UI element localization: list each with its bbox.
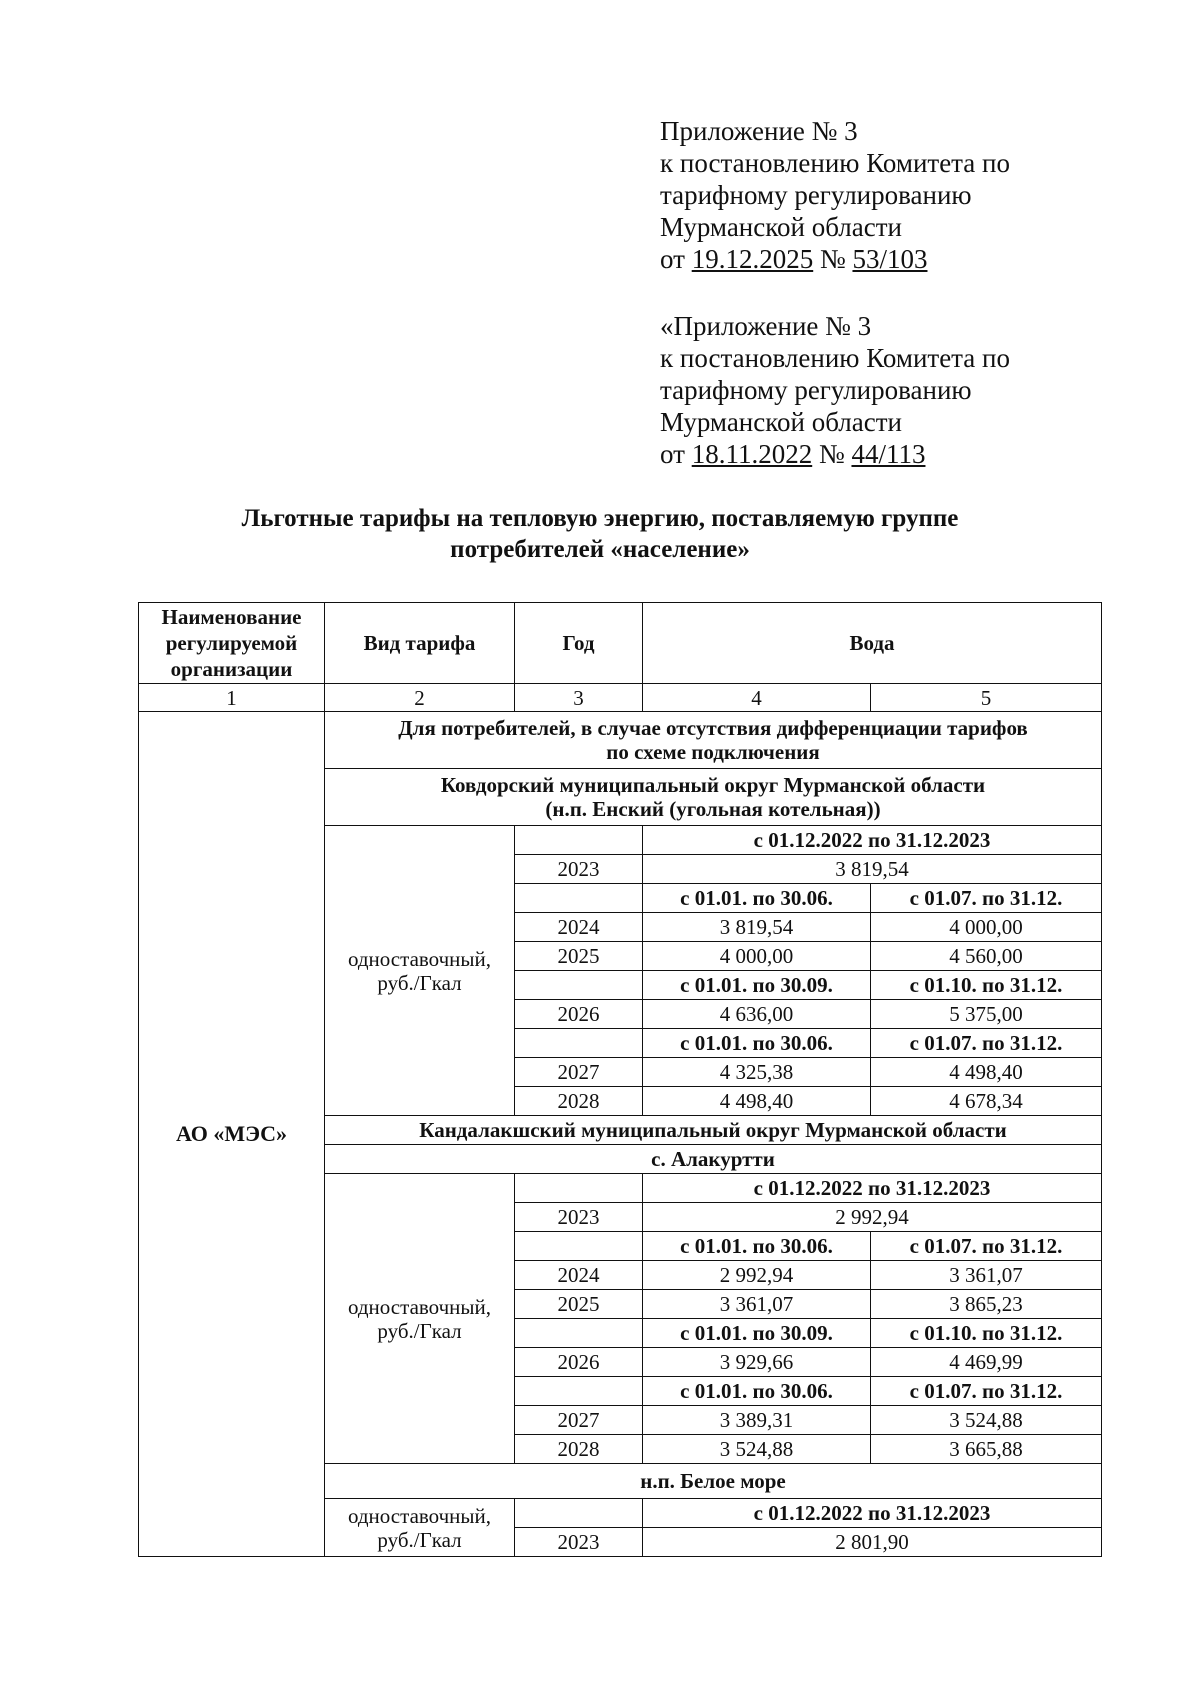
period-cell: с 01.01. по 30.06. [643,1377,871,1406]
resolution-number: 44/113 [851,439,926,469]
year-cell [515,1499,643,1528]
appendix-line: к постановлению Комитета по [660,343,1010,373]
table-row [139,712,1102,769]
period-cell: с 01.07. по 31.12. [871,1232,1102,1261]
year-cell [515,1232,643,1261]
value-cell: 5 375,00 [871,1000,1102,1029]
table-header-row [139,603,1102,684]
period-full: с 01.12.2022 по 31.12.2023 [643,826,1102,855]
appendix-date-line [660,438,1120,470]
value-cell: 3 389,31 [643,1406,871,1435]
resolution-date: 18.11.2022 [691,439,813,469]
tariff-type-cell: одноставочный, руб./Гкал [325,1499,515,1557]
value-cell: 2 992,94 [643,1261,871,1290]
year-cell: 2023 [515,1203,643,1232]
period-cell: с 01.10. по 31.12. [871,971,1102,1000]
value-cell: 4 325,38 [643,1058,871,1087]
year-cell: 2025 [515,1290,643,1319]
value-cell: 3 819,54 [643,855,1102,884]
number-prefix: № [813,244,853,274]
period-cell: с 01.01. по 30.09. [643,971,871,1000]
document-title [150,503,1050,565]
appendix-line: Мурманской области [660,212,902,242]
column-number: 5 [871,684,1102,712]
number-prefix: № [812,439,852,469]
value-cell: 4 636,00 [643,1000,871,1029]
value-cell: 4 498,40 [643,1087,871,1116]
period-full: с 01.12.2022 по 31.12.2023 [643,1174,1102,1203]
value-cell: 4 498,40 [871,1058,1102,1087]
year-cell [515,884,643,913]
year-cell: 2026 [515,1000,643,1029]
tariff-type-cell: одноставочный, руб./Гкал [325,1174,515,1464]
value-cell: 4 678,34 [871,1087,1102,1116]
year-cell: 2028 [515,1435,643,1464]
period-cell: с 01.07. по 31.12. [871,884,1102,913]
period-cell: с 01.07. по 31.12. [871,1377,1102,1406]
column-number: 3 [515,684,643,712]
value-cell: 2 801,90 [643,1528,1102,1557]
period-cell: с 01.07. по 31.12. [871,1029,1102,1058]
settlement-header-beloe-more: н.п. Белое море [325,1464,1102,1499]
year-cell: 2027 [515,1406,643,1435]
resolution-number: 53/103 [852,244,928,274]
year-cell: 2026 [515,1348,643,1377]
value-cell: 3 865,23 [871,1290,1102,1319]
column-number-row [139,684,1102,712]
appendix-line: «Приложение № 3 [660,311,872,341]
period-cell: с 01.01. по 30.06. [643,1029,871,1058]
year-cell: 2023 [515,855,643,884]
value-cell: 4 469,99 [871,1348,1102,1377]
title-line: потребителей «население» [450,536,750,563]
value-cell: 4 000,00 [871,913,1102,942]
header-tariff-type: Вид тарифа [325,603,515,684]
tariff-table [138,602,1102,1557]
value-cell: 3 665,88 [871,1435,1102,1464]
organization-name: АО «МЭС» [139,712,325,1557]
year-cell: 2027 [515,1058,643,1087]
year-cell [515,1029,643,1058]
value-cell: 3 819,54 [643,913,871,942]
appendix-header-new [660,115,1120,275]
value-cell: 4 000,00 [643,942,871,971]
value-cell: 3 361,07 [871,1261,1102,1290]
year-cell [515,1174,643,1203]
appendix-line: Мурманской области [660,407,902,437]
header-year: Год [515,603,643,684]
value-cell: 2 992,94 [643,1203,1102,1232]
title-line: Льготные тарифы на тепловую энергию, поставляемую группе [241,505,959,532]
year-cell: 2028 [515,1087,643,1116]
year-cell [515,1319,643,1348]
appendix-line: тарифному регулированию [660,180,972,210]
district-header-kandalaksha: Кандалакшский муниципальный округ Мурманской области [325,1116,1102,1145]
header-organization: Наименование регулируемой организации [139,603,325,684]
year-cell: 2023 [515,1528,643,1557]
year-cell [515,826,643,855]
year-cell [515,971,643,1000]
period-cell: с 01.10. по 31.12. [871,1319,1102,1348]
appendix-line: тарифному регулированию [660,375,972,405]
settlement-header-alakurtti: с. Алакуртти [325,1145,1102,1174]
appendix-line: Приложение № 3 [660,116,858,146]
header-water: Вода [643,603,1102,684]
period-cell: с 01.01. по 30.09. [643,1319,871,1348]
year-cell: 2025 [515,942,643,971]
year-cell: 2024 [515,913,643,942]
value-cell: 3 524,88 [871,1406,1102,1435]
date-prefix: от [660,439,692,469]
value-cell: 4 560,00 [871,942,1102,971]
year-cell [515,1377,643,1406]
column-number: 1 [139,684,325,712]
section-header: Для потребителей, в случае отсутствия дифференциации тарифов по схеме подключения [325,712,1102,769]
date-prefix: от [660,244,692,274]
appendix-date-line [660,243,1120,275]
value-cell: 3 361,07 [643,1290,871,1319]
appendix-header-old [660,310,1120,470]
district-header-kovdor: Ковдорский муниципальный округ Мурманской области (н.п. Енский (угольная котельная)) [325,769,1102,826]
period-cell: с 01.01. по 30.06. [643,1232,871,1261]
appendix-line: к постановлению Комитета по [660,148,1010,178]
column-number: 2 [325,684,515,712]
resolution-date: 19.12.2025 [691,244,814,274]
value-cell: 3 524,88 [643,1435,871,1464]
period-cell: с 01.01. по 30.06. [643,884,871,913]
year-cell: 2024 [515,1261,643,1290]
value-cell: 3 929,66 [643,1348,871,1377]
period-full: с 01.12.2022 по 31.12.2023 [643,1499,1102,1528]
tariff-type-cell: одноставочный, руб./Гкал [325,826,515,1116]
column-number: 4 [643,684,871,712]
